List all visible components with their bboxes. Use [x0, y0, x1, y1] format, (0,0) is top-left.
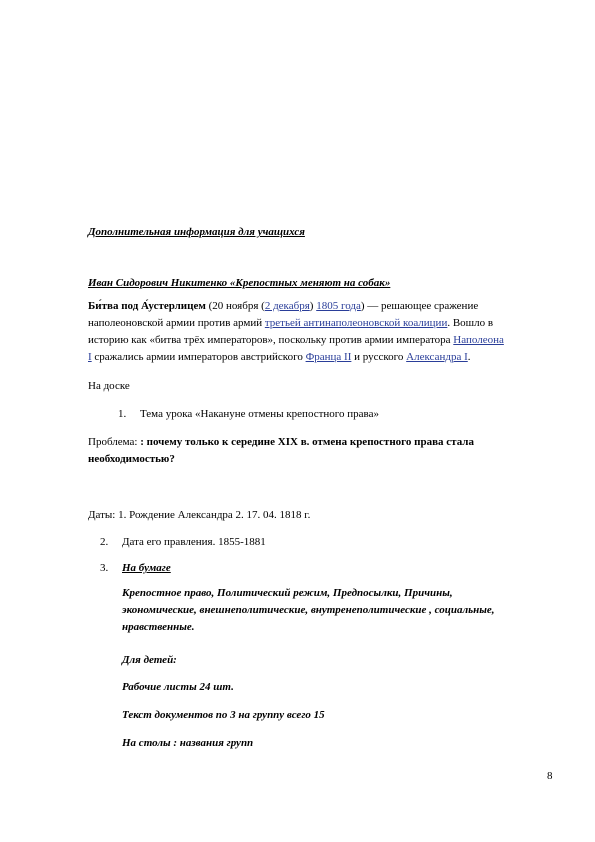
list-item-2 [100, 536, 266, 548]
battle-after-text: ) — решающее сражение [360, 300, 479, 312]
tables-groups: На столы : названия групп [122, 737, 254, 749]
quote-heading: Иван Сидорович Никитенко «Крепостных меняют на собак» [88, 277, 391, 289]
problem-text-2: необходимостью? [88, 453, 175, 465]
documents-count: Текст документов по 3 на группу всего 15 [122, 709, 325, 721]
lesson-topic: Тема урока «Накануне отмены крепостного права» [140, 408, 379, 420]
dates-line: Даты: 1. Рождение Александра 2. 17. 04. 1818 г. [88, 509, 311, 521]
battle-line4-and: и русского [351, 351, 407, 363]
battle-line-2 [88, 315, 558, 332]
battle-line3-pre: историю как «битва трёх императоров», поскольку против армии императора [88, 334, 454, 346]
for-children: Для детей: [122, 654, 177, 666]
paper-terms-line-2: экономические, внешнеполитические, внутренеполитические , социальные, [122, 604, 495, 616]
list-number: 3. [100, 562, 109, 574]
paper-terms-line-1: Крепостное право, Политический режим, Предпосылки, Причины, [122, 587, 453, 599]
paren-text: ) [309, 300, 317, 312]
battle-paragraph [88, 298, 558, 366]
link-coalition[interactable]: третьей антинаполеоновской коалиции [264, 317, 448, 329]
battle-date-text: (20 ноября ( [205, 300, 265, 312]
link-1805[interactable]: 1805 года [316, 300, 361, 312]
board-label: На доске [88, 380, 130, 392]
problem-block [88, 434, 558, 468]
link-dec2[interactable]: 2 декабря [264, 300, 310, 312]
list-number: 1. [118, 408, 127, 420]
paper-terms-line-3: нравственные. [122, 621, 195, 633]
battle-line-3 [88, 332, 558, 349]
on-paper-heading: На бумаге [122, 562, 171, 574]
battle-line4-end: . [467, 351, 471, 363]
battle-line2-pre: наполеоновской армии против армий [88, 317, 265, 329]
link-napoleon-i[interactable]: I [88, 351, 92, 363]
paper-terms [122, 585, 562, 636]
list-number: 2. [100, 536, 109, 548]
problem-label: Проблема: [88, 436, 141, 448]
battle-line-4 [88, 349, 558, 366]
battle-title: Би́тва под А́устерлицем [88, 300, 206, 312]
list-item-3 [100, 562, 171, 574]
battle-line4-mid: сражались армии императоров австрийского [91, 351, 306, 363]
link-napoleon[interactable]: Наполеона [453, 334, 504, 346]
link-franz[interactable]: Франца II [305, 351, 352, 363]
section-heading: Дополнительная информация для учащихся [88, 226, 305, 238]
battle-line2-post: . Вошло в [447, 317, 494, 329]
worksheets: Рабочие листы 24 шт. [122, 681, 234, 693]
problem-text-1: : почему только к середине XIX в. отмена крепостного права стала [140, 436, 474, 448]
reign-dates: Дата его правления. 1855-1881 [122, 536, 266, 548]
page-number: 8 [547, 770, 553, 782]
list-item-1 [118, 408, 379, 420]
link-alexander[interactable]: Александра I [406, 351, 468, 363]
battle-line-1 [88, 298, 558, 315]
